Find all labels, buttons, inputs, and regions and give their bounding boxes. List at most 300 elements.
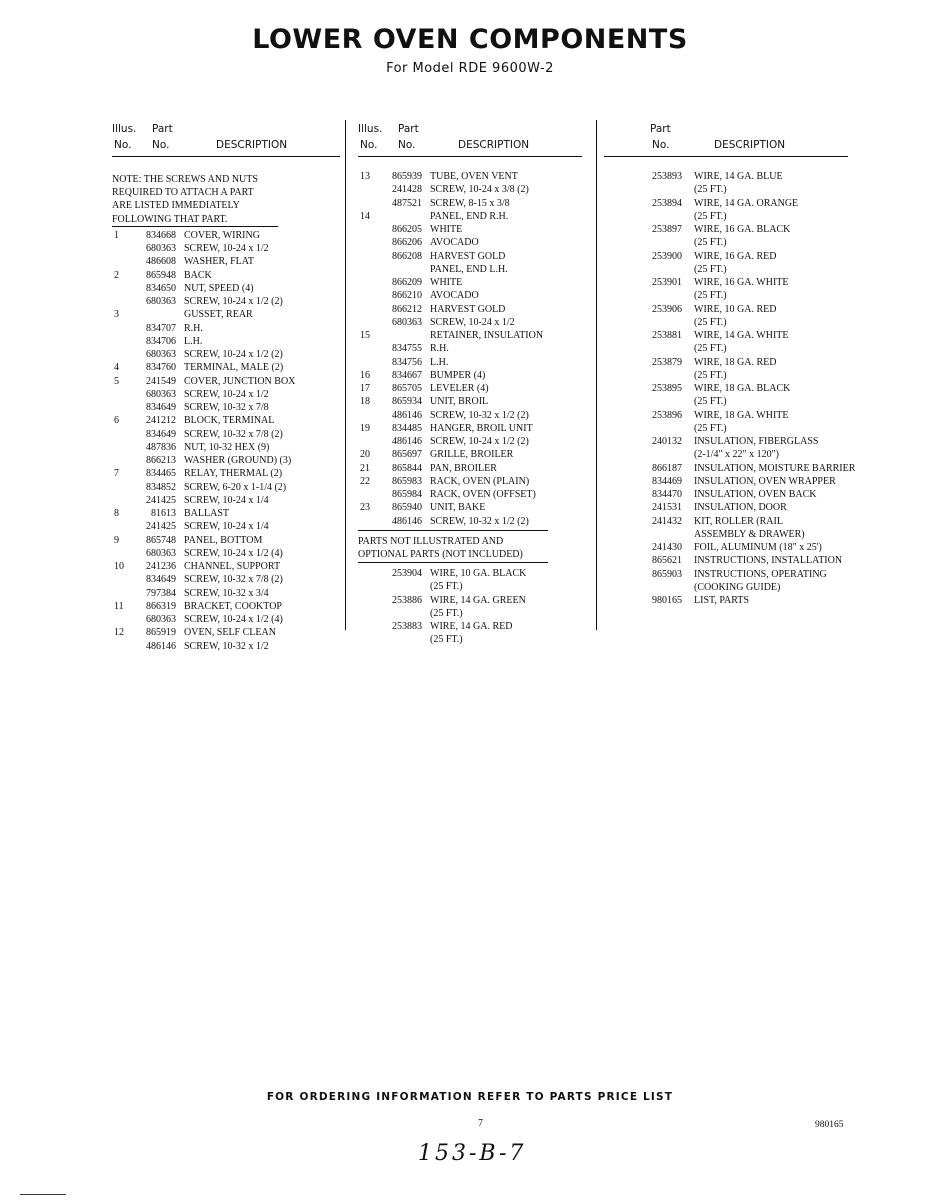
part-number: 241531	[652, 502, 682, 514]
part-description: (25 FT.)	[694, 184, 727, 196]
no-header: No.	[360, 139, 378, 151]
no-header: No.	[398, 139, 416, 151]
part-row	[358, 395, 582, 408]
illus-number: 20	[360, 449, 370, 461]
model-subtitle: For Model RDE 9600W-2	[386, 61, 554, 76]
part-description: (25 FT.)	[694, 422, 727, 434]
page-number: 7	[478, 1118, 483, 1129]
part-number: 834469	[652, 475, 682, 487]
part-number: 253895	[652, 383, 682, 394]
part-number: 866187	[652, 462, 682, 474]
part-row	[604, 369, 848, 382]
part-number: 866212	[392, 303, 422, 315]
part-row	[112, 322, 340, 335]
part-row	[112, 547, 340, 560]
part-row	[112, 335, 340, 348]
parts-list	[358, 170, 582, 528]
illus-number: 11	[114, 600, 124, 612]
part-row	[358, 276, 582, 289]
part-description: INSULATION, OVEN WRAPPER	[694, 475, 836, 487]
part-number: 241432	[652, 515, 682, 527]
part-description: INSTRUCTIONS, INSTALLATION	[694, 555, 843, 567]
part-row	[358, 435, 582, 448]
part-row	[604, 554, 848, 567]
part-row	[112, 534, 340, 547]
part-description: (25 FT.)	[694, 237, 727, 249]
part-description: L.H.	[184, 335, 203, 347]
part-description: SCREW, 10-32 x 3/4	[184, 587, 269, 599]
part-description: WIRE, 14 GA. GREEN	[430, 594, 526, 606]
part-number: 865948	[146, 269, 176, 281]
part-number: 253894	[652, 197, 682, 209]
part-number: 834760	[146, 362, 176, 374]
part-description: SCREW, 10-24 x 1/2 (2)	[184, 349, 283, 361]
part-number: 865984	[392, 489, 422, 500]
part-number: 680363	[146, 614, 176, 626]
part-number: 866209	[392, 277, 422, 288]
part-number: 834485	[392, 422, 422, 434]
part-description: AVOCADO	[430, 290, 479, 302]
part-number: 865903	[652, 568, 682, 580]
note-line: FOLLOWING THAT PART.	[112, 213, 228, 225]
illus-number: 4	[114, 362, 119, 374]
illus-header: Illus.	[112, 123, 137, 135]
part-description: BACK	[184, 269, 212, 281]
part-description: WHITE	[430, 277, 463, 288]
part-description: WIRE, 16 GA. WHITE	[694, 277, 789, 288]
part-number: 866205	[392, 224, 422, 235]
part-description: (25 FT.)	[694, 396, 727, 408]
part-description: R.H.	[430, 343, 449, 355]
part-row	[358, 197, 582, 210]
part-number: 253879	[652, 356, 682, 368]
part-description: PAN, BROILER	[430, 462, 497, 474]
illus-number: 9	[114, 534, 119, 546]
part-description: WIRE, 10 GA. RED	[694, 303, 777, 315]
part-description: SCREW, 6-20 x 1-1/4 (2)	[184, 481, 287, 493]
part-number: 865697	[392, 449, 422, 461]
illus-number: 10	[114, 561, 124, 573]
part-row	[112, 494, 340, 507]
part-description: TERMINAL, MALE (2)	[184, 362, 284, 374]
part-row	[604, 356, 848, 369]
part-number: 866213	[146, 455, 176, 467]
column-header	[604, 120, 848, 156]
part-row	[112, 428, 340, 441]
part-row	[358, 210, 582, 223]
part-number: 834649	[146, 428, 176, 440]
page-title: LOWER OVEN COMPONENTS	[252, 24, 688, 55]
section-rule	[358, 562, 548, 563]
part-description: WASHER (GROUND) (3)	[184, 455, 292, 467]
part-description: (2-1/4" x 22" x 120")	[694, 449, 780, 461]
part-row	[604, 409, 848, 422]
part-number: 486146	[392, 409, 422, 421]
part-number: 241430	[652, 542, 682, 553]
part-description: SCREW, 10-32 x 7/8 (2)	[184, 428, 283, 440]
part-row	[112, 255, 340, 268]
illus-number: 23	[360, 502, 370, 514]
part-row	[112, 441, 340, 454]
part-description: (25 FT.)	[694, 343, 727, 355]
document-number: 980165	[815, 1120, 844, 1130]
part-number: 865940	[392, 502, 422, 514]
part-number: 866206	[392, 237, 422, 249]
part-number: 81613	[151, 508, 176, 520]
part-number: 834650	[146, 282, 176, 294]
part-number: 865983	[392, 475, 422, 487]
part-row	[604, 422, 848, 435]
part-row	[358, 329, 582, 342]
part-description: (25 FT.)	[430, 607, 463, 619]
part-row	[604, 475, 848, 488]
note-underline	[112, 226, 278, 227]
part-row	[358, 223, 582, 236]
part-description: (COOKING GUIDE)	[694, 581, 781, 593]
part-row	[358, 448, 582, 461]
part-row	[358, 342, 582, 355]
part-description: (25 FT.)	[694, 316, 727, 328]
part-row	[358, 369, 582, 382]
part-description: UNIT, BROIL	[430, 396, 489, 408]
part-row	[358, 580, 582, 593]
part-description: SCREW, 10-24 x 1/2 (2)	[184, 296, 283, 308]
part-row	[112, 507, 340, 520]
part-number: 241425	[146, 521, 176, 533]
illus-number: 15	[360, 330, 370, 341]
column-header	[358, 120, 582, 156]
part-description: R.H.	[184, 322, 203, 334]
not-illustrated-title	[358, 535, 582, 561]
part-number: 865844	[392, 462, 422, 474]
part-row	[358, 236, 582, 249]
part-row	[358, 170, 582, 183]
part-description: PANEL, END R.H.	[430, 210, 509, 222]
part-number: 834649	[146, 402, 176, 414]
part-description: L.H.	[430, 356, 449, 368]
part-description: SCREW, 10-32 x 7/8 (2)	[184, 574, 283, 586]
header-rule	[604, 156, 848, 157]
illus-number: 6	[114, 415, 119, 427]
part-number: 834707	[146, 322, 176, 334]
part-row	[604, 170, 848, 183]
part-number: 797384	[146, 587, 176, 599]
part-description: SCREW, 10-32 x 7/8	[184, 402, 269, 414]
illus-number: 21	[360, 462, 370, 474]
part-row	[112, 640, 340, 653]
part-row	[604, 581, 848, 594]
part-description: WIRE, 18 GA. RED	[694, 356, 777, 368]
part-description: WHITE	[430, 224, 463, 235]
no-header: No.	[114, 139, 132, 151]
part-description: COVER, WIRING	[184, 229, 260, 241]
part-header: Part	[152, 123, 173, 135]
part-row	[112, 600, 340, 613]
part-row	[358, 620, 582, 633]
part-row	[604, 488, 848, 501]
part-number: 865939	[392, 171, 422, 182]
part-row	[604, 594, 848, 607]
part-number: 865705	[392, 383, 422, 394]
part-description: GUSSET, REAR	[184, 309, 253, 321]
part-row	[112, 560, 340, 573]
no-header: No.	[652, 139, 670, 151]
part-description: INSULATION, MOISTURE BARRIER	[694, 462, 856, 474]
part-description: WASHER, FLAT	[184, 256, 255, 268]
description-header: DESCRIPTION	[714, 139, 786, 151]
illus-number: 22	[360, 475, 370, 487]
part-number: 253906	[652, 303, 682, 315]
part-description: WIRE, 18 GA. BLACK	[694, 383, 791, 394]
part-description: RACK, OVEN (OFFSET)	[430, 489, 536, 500]
part-row	[604, 289, 848, 302]
part-number: 834852	[146, 481, 176, 493]
part-description: INSULATION, FIBERGLASS	[694, 436, 819, 447]
section-rule	[358, 530, 548, 531]
note-line: ARE LISTED IMMEDIATELY	[112, 200, 240, 212]
part-number: 834755	[392, 343, 422, 355]
part-row	[358, 382, 582, 395]
part-row	[604, 515, 848, 528]
part-description: BUMPER (4)	[430, 369, 486, 381]
part-row	[358, 567, 582, 580]
part-description: SCREW, 10-24 x 1/2	[184, 388, 269, 400]
part-description: NUT, SPEED (4)	[184, 282, 254, 294]
part-description: BALLAST	[184, 508, 229, 520]
scan-mark	[20, 1194, 66, 1195]
part-row	[358, 488, 582, 501]
part-description: GRILLE, BROILER	[430, 449, 514, 461]
part-number: 241212	[146, 415, 176, 427]
part-number: 487836	[146, 441, 176, 453]
part-number: 865621	[652, 555, 682, 567]
part-row	[112, 481, 340, 494]
description-header: DESCRIPTION	[458, 139, 530, 151]
part-number: 241236	[146, 561, 176, 573]
part-description: TUBE, OVEN VENT	[430, 171, 518, 182]
part-number: 834465	[146, 468, 176, 480]
column-header	[112, 120, 340, 156]
section-title-line: PARTS NOT ILLUSTRATED AND	[358, 535, 504, 547]
part-row	[604, 462, 856, 475]
part-row	[358, 422, 582, 435]
part-description: ASSEMBLY & DRAWER)	[694, 528, 805, 540]
part-row	[358, 409, 582, 422]
parts-column-3	[604, 120, 856, 607]
header-rule	[112, 156, 340, 157]
part-row	[604, 197, 848, 210]
part-number: 241549	[146, 375, 176, 387]
part-row	[604, 236, 848, 249]
part-number: 241428	[392, 184, 422, 196]
optional-parts-list	[358, 567, 582, 647]
part-number: 834706	[146, 335, 176, 347]
part-number: 980165	[652, 595, 682, 606]
part-description: SCREW, 10-32 x 1/2 (2)	[430, 409, 529, 421]
part-row	[358, 633, 582, 646]
part-description: (25 FT.)	[694, 263, 727, 275]
column-divider	[596, 120, 597, 630]
part-description: SCREW, 10-32 x 1/2 (2)	[430, 515, 529, 527]
part-number: 253900	[652, 250, 682, 262]
part-row	[604, 395, 848, 408]
illus-number: 5	[114, 375, 119, 387]
part-row	[604, 316, 848, 329]
illus-header: Illus.	[358, 123, 383, 135]
part-description: SCREW, 10-24 x 1/4	[184, 494, 269, 506]
part-description: (25 FT.)	[694, 210, 727, 222]
part-row	[358, 263, 582, 276]
part-number: 253904	[392, 568, 422, 580]
part-header: Part	[650, 123, 671, 135]
part-description: LEVELER (4)	[430, 383, 489, 394]
part-number: 680363	[392, 316, 422, 328]
part-number: 680363	[146, 296, 176, 308]
part-description: PANEL, END L.H.	[430, 263, 508, 275]
description-header: DESCRIPTION	[216, 139, 288, 151]
part-number: 241425	[146, 494, 176, 506]
part-row	[604, 183, 848, 196]
part-description: HARVEST GOLD	[430, 303, 506, 315]
part-description: (25 FT.)	[694, 290, 727, 302]
part-description: WIRE, 16 GA. RED	[694, 250, 777, 262]
part-row	[112, 520, 340, 533]
part-row	[112, 573, 340, 586]
part-number: 253886	[392, 594, 422, 606]
part-row	[112, 613, 340, 626]
part-row	[604, 568, 848, 581]
part-row	[604, 501, 848, 514]
illus-number: 2	[114, 269, 119, 281]
illus-number: 8	[114, 508, 119, 520]
part-number: 866208	[392, 250, 422, 262]
part-row	[358, 303, 582, 316]
part-row	[358, 289, 582, 302]
screws-note	[112, 173, 340, 226]
part-number: 253896	[652, 409, 682, 421]
part-row	[112, 388, 340, 401]
part-description: SCREW, 10-24 x 1/4	[184, 521, 269, 533]
part-description: SCREW, 10-24 x 1/2	[184, 243, 269, 255]
part-description: HARVEST GOLD	[430, 250, 506, 262]
illus-number: 14	[360, 210, 370, 222]
part-row	[358, 462, 582, 475]
parts-list	[604, 170, 856, 607]
part-description: NUT, 10-32 HEX (9)	[184, 441, 270, 453]
part-description: RETAINER, INSULATION	[430, 330, 544, 341]
part-row	[358, 515, 582, 528]
part-description: SCREW, 10-24 x 1/2	[430, 316, 515, 328]
part-description: PANEL, BOTTOM	[184, 534, 263, 546]
part-description: WIRE, 14 GA. RED	[430, 621, 513, 633]
part-row	[112, 348, 340, 361]
illus-number: 19	[360, 422, 370, 434]
part-row	[112, 282, 340, 295]
part-row	[358, 501, 582, 514]
part-row	[112, 361, 340, 374]
part-description: WIRE, 16 GA. BLACK	[694, 224, 791, 235]
part-description: (25 FT.)	[430, 634, 463, 646]
part-row	[112, 467, 340, 480]
part-number: 866210	[392, 290, 422, 302]
part-description: AVOCADO	[430, 237, 479, 249]
no-header: No.	[152, 139, 170, 151]
part-description: WIRE, 14 GA. WHITE	[694, 330, 789, 341]
part-description: SCREW, 10-32 x 1/2	[184, 640, 269, 652]
parts-column-2	[358, 120, 582, 647]
illus-number: 7	[114, 468, 119, 480]
column-divider	[345, 120, 346, 630]
part-description: SCREW, 10-24 x 1/2 (2)	[430, 436, 529, 447]
part-description: INSULATION, OVEN BACK	[694, 489, 817, 500]
part-number: 834470	[652, 489, 682, 500]
part-row	[112, 401, 340, 414]
illus-number: 3	[114, 309, 119, 321]
part-description: RELAY, THERMAL (2)	[184, 468, 283, 480]
part-row	[358, 316, 582, 329]
part-row	[112, 308, 340, 321]
part-row	[112, 375, 340, 388]
part-row	[604, 276, 848, 289]
part-row	[358, 183, 582, 196]
illus-number: 18	[360, 396, 370, 408]
part-description: RACK, OVEN (PLAIN)	[430, 475, 530, 487]
part-description: CHANNEL, SUPPORT	[184, 561, 281, 573]
part-description: BLOCK, TERMINAL	[184, 415, 275, 427]
part-number: 253881	[652, 330, 682, 341]
part-row	[604, 382, 848, 395]
part-number: 865919	[146, 627, 176, 639]
part-description: BRACKET, COOKTOP	[184, 600, 282, 612]
part-number: 487521	[392, 197, 422, 209]
part-number: 240132	[652, 436, 682, 447]
part-number: 253893	[652, 171, 682, 182]
part-row	[604, 541, 848, 554]
part-row	[112, 626, 340, 639]
section-title-line: OPTIONAL PARTS (NOT INCLUDED)	[358, 548, 523, 560]
part-description: INSULATION, DOOR	[694, 502, 787, 514]
part-row	[604, 528, 848, 541]
part-description: INSTRUCTIONS, OPERATING	[694, 568, 827, 580]
part-number: 680363	[146, 388, 176, 400]
part-number: 486146	[146, 640, 176, 652]
part-description: KIT, ROLLER (RAIL	[694, 515, 783, 527]
part-description: SCREW, 10-24 x 3/8 (2)	[430, 184, 529, 196]
part-row	[358, 356, 582, 369]
part-description: SCREW, 10-24 x 1/2 (4)	[184, 547, 283, 559]
part-row	[358, 475, 582, 488]
part-description: (25 FT.)	[694, 369, 727, 381]
handwritten-note: 153-B-7	[418, 1141, 527, 1166]
illus-number: 17	[360, 383, 370, 394]
part-row	[112, 295, 340, 308]
illus-number: 12	[114, 627, 124, 639]
part-number: 865934	[392, 396, 422, 408]
part-description: WIRE, 10 GA. BLACK	[430, 568, 527, 580]
part-description: FOIL, ALUMINUM (18" x 25')	[694, 542, 822, 553]
part-row	[604, 250, 848, 263]
part-number: 253897	[652, 224, 682, 235]
part-row	[112, 269, 340, 282]
parts-column-1	[112, 120, 340, 653]
part-row	[604, 435, 848, 448]
part-number: 834649	[146, 574, 176, 586]
illus-number: 13	[360, 171, 370, 182]
part-number: 486608	[146, 256, 176, 268]
part-row	[604, 303, 848, 316]
part-number: 834667	[392, 369, 422, 381]
part-number: 680363	[146, 349, 176, 361]
